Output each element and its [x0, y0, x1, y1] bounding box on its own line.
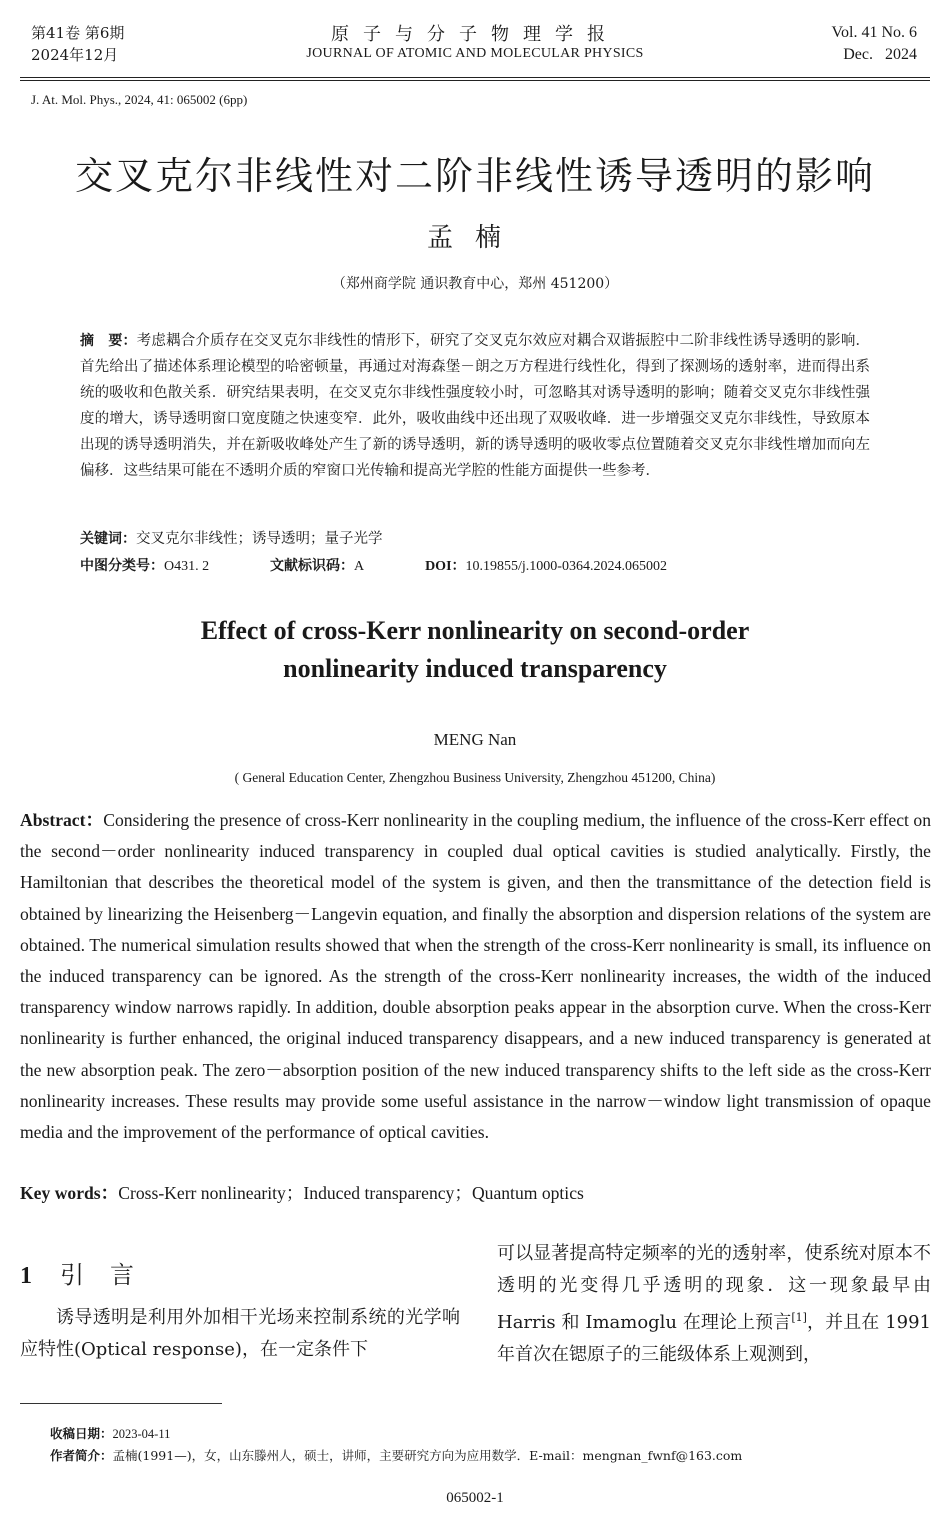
paper-title-en-line2: nonlinearity induced transparency — [283, 654, 667, 683]
classification-line — [80, 555, 880, 575]
footnote-rule — [20, 1403, 222, 1404]
keywords-cn — [80, 527, 383, 548]
keywords-cn-label: 关键词： — [80, 531, 136, 547]
author-name-en: MENG Nan — [433, 730, 517, 749]
section-title: 引言 — [60, 1261, 160, 1289]
citation-ref: [1] — [791, 1311, 807, 1324]
intro-paragraph-left: 诱导透明是利用外加相干光场来控制系统的光学响应特性(Optical response)，在一定条件下 — [20, 1307, 460, 1360]
header-rule-thin — [20, 80, 930, 81]
citation-line: J. At. Mol. Phys., 2024, 41: 065002 (6pp) — [31, 92, 248, 107]
date-en: Dec. 2024 — [843, 46, 917, 63]
abstract-en-label: Abstract： — [20, 810, 104, 830]
abstract-en — [20, 805, 931, 1148]
received-label: 收稿日期： — [50, 1426, 113, 1441]
author-name-cn: 孟楠 — [426, 223, 523, 253]
volume-issue-en: Vol. 41 No. 6 — [831, 24, 917, 41]
clc-label: 中图分类号： — [80, 558, 164, 574]
paper-title-en — [0, 612, 950, 688]
body-column-right — [497, 1238, 931, 1371]
footnote-author-bio — [50, 1446, 742, 1464]
journal-name-cn: 原子与分子物理学报 — [331, 24, 619, 45]
keywords-cn-text: 交叉克尔非线性；诱导透明；量子光学 — [136, 531, 383, 547]
bio-text: 孟楠(1991—)，女，山东滕州人，硕士，讲师，主要研究方向为应用数学．E-mail：mengnan_fwnf@163.com — [112, 1448, 743, 1463]
keywords-en-text: Cross-Kerr nonlinearity；Induced transparency；Quantum optics — [118, 1183, 584, 1203]
intro-paragraph-right-2: ，并且在 1991 年首次在锶原子的三能级体系上观测到， — [497, 1312, 932, 1365]
doc-code-label: 文献标识码： — [270, 558, 355, 574]
bio-label: 作者简介： — [50, 1448, 113, 1463]
footnote-received — [50, 1424, 170, 1442]
section-heading — [20, 1255, 160, 1290]
volume-issue-cn: 第41卷 第6期 — [31, 24, 125, 42]
abstract-en-text: Considering the presence of cross-Kerr nonlinearity in the coupling medium, the influence of the cross-Kerr effect on the second－order nonlinearity induced transparency in coupled dual optical cavities is studied analytically. Firstly, the Hamiltonian that describes the theoretical model of the system is given, and then the transmittance of the detection field is obtained by linearizing the Heisenberg－Langevin equation, and finally the absorption and dispersion relations of the system are obtained. The numerical simulation results showed that when the strength of the cross-Kerr nonlinearity is small, its influence on the induced transparency can be ignored. As the strength of the cross-Kerr nonlinearity increases, the width of the induced transparency window narrows rapidly. In addition, double absorption peaks appear in the absorption curve. When the cross-Kerr nonlinearity is further enhanced, the original induced transparency disappears, and a new induced transparency is generated at the new absorption peak. The zero－absorption position of the new induced transparency shifts to the left side as the cross-Kerr nonlinearity increases. These results may provide some useful assistance in the narrow－window light transmission of opaque media and the improvement of the performance of optical cavities. — [20, 810, 931, 1143]
paper-title-cn: 交叉克尔非线性对二阶非线性诱导透明的影响 — [74, 154, 875, 198]
header-right — [832, 22, 918, 66]
intro-paragraph-right-1: 可以显著提高特定频率的光的透射率，使系统对原本不透明的光变得几乎透明的现象．这一现象最早由 Harris 和 Imamoglu 在理论上预言 — [497, 1243, 931, 1333]
clc-value: O431. 2 — [164, 559, 210, 574]
keywords-en-label: Key words： — [20, 1183, 119, 1203]
affiliation-en: ( General Education Center, Zhengzhou Business University, Zhengzhou 451200, China) — [234, 770, 716, 785]
abstract-cn-label: 摘 要： — [80, 333, 137, 349]
journal-name-en: JOURNAL OF ATOMIC AND MOLECULAR PHYSICS — [306, 46, 644, 61]
doi-label: DOI： — [425, 559, 466, 574]
section-number: 1 — [20, 1263, 32, 1289]
abstract-cn — [80, 328, 870, 484]
body-column-left — [20, 1302, 460, 1366]
keywords-en — [20, 1180, 584, 1205]
paper-title-en-line1: Effect of cross-Kerr nonlinearity on second-order — [200, 616, 750, 645]
date-cn: 2024年12月 — [31, 46, 119, 64]
page-number: 065002-1 — [446, 1490, 504, 1506]
header-rule — [20, 77, 930, 78]
header-center — [0, 20, 950, 62]
doc-code-value: A — [354, 559, 365, 574]
received-date: 2023-04-11 — [112, 1427, 171, 1441]
abstract-cn-text: 考虑耦合介质存在交叉克尔非线性的情形下，研究了交叉克尔效应对耦合双谐振腔中二阶非线性诱导透明的影响．首先给出了描述体系理论模型的哈密顿量，再通过对海森堡－朗之万方程进行线性化，得到了探测场的透射率，进而得出系统的吸收和色散关系．研究结果表明，在交叉克尔非线性强度较小时，可忽略其对诱导透明的影响；随着交叉克尔非线性强度的增大，诱导透明窗口宽度随之快速变窄．此外，吸收曲线中还出现了双吸收峰．进一步增强交叉克尔非线性，导致原本出现的诱导透明消失，并在新吸收峰处产生了新的诱导透明，新的诱导透明的吸收零点位置随着交叉克尔非线性增加而向左偏移．这些结果可能在不透明介质的窄窗口光传输和提高光学腔的性能方面提供一些参考． — [80, 333, 871, 479]
affiliation-cn: （郑州商学院 通识教育中心，郑州 451200） — [331, 276, 619, 292]
doi-value: 10.19855/j.1000-0364.2024.065002 — [465, 559, 667, 574]
